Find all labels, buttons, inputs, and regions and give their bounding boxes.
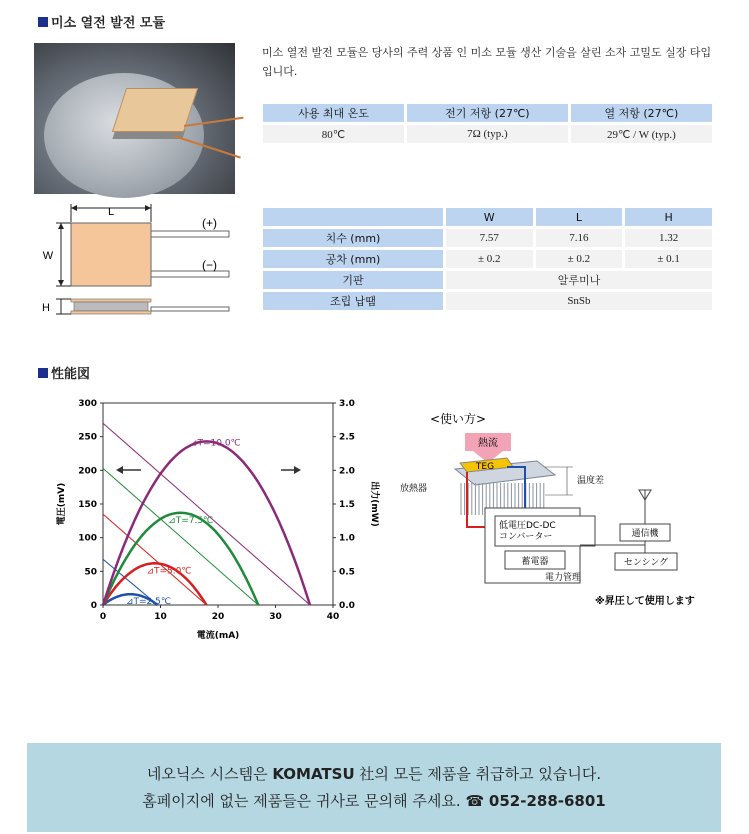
table-cell: ± 0.2	[446, 250, 533, 268]
module-top-view	[71, 223, 151, 286]
y-tick-label-right: 3.0	[339, 399, 355, 409]
footer-line-2: 홈페이지에 없는 제품들은 귀사로 문의해 주세요. ☎ 052-288-6801	[142, 792, 606, 810]
y-tick-label-right: 0.5	[339, 567, 355, 578]
series-label: ⊿T=10.0℃	[189, 438, 241, 449]
power-mgmt-label: 電力管理	[545, 573, 582, 583]
x-tick-label: 10	[154, 612, 167, 622]
teg-label: TEG	[475, 462, 495, 472]
table-cell: 80℃	[263, 125, 404, 143]
y-tick-label-right: 2.5	[339, 432, 355, 443]
row-label: 공차 (mm)	[263, 250, 443, 268]
label-h: H	[42, 302, 50, 314]
section-title: 미소 열전 발전 모듈	[38, 12, 165, 31]
radiator-label: 放熱器	[400, 484, 428, 494]
table-cell: 29℃ / W (typ.)	[571, 125, 712, 143]
x-tick-label: 20	[211, 612, 225, 622]
brand-name: KOMATSU	[272, 765, 355, 783]
x-tick-label: 0	[99, 612, 107, 622]
y-tick-label-left: 150	[78, 500, 97, 510]
arrow-icon	[58, 223, 64, 229]
table-cell: 알루미나	[446, 271, 712, 289]
y-tick-label-right: 1.0	[339, 533, 355, 544]
row-label: 치수 (mm)	[263, 229, 443, 247]
table-header: H	[625, 208, 712, 226]
x-tick-label: 40	[326, 612, 340, 622]
y-tick-label-left: 250	[78, 432, 97, 443]
table-header: 사용 최대 온도	[263, 104, 404, 122]
square-bullet-icon	[38, 368, 48, 378]
series-label: ⊿T=2.5℃	[125, 597, 171, 608]
heat-flow-label: 熱流	[478, 438, 498, 449]
square-bullet-icon	[38, 17, 48, 27]
table-cell: ± 0.2	[536, 250, 623, 268]
row-label: 기판	[263, 271, 443, 289]
y-axis-label-right: 出力(mW)	[369, 481, 379, 527]
label-l: L	[107, 206, 115, 218]
arrow-icon	[145, 205, 151, 211]
label-plus: (+)	[202, 216, 217, 230]
spec-table-2	[260, 205, 715, 313]
table-header: W	[446, 208, 533, 226]
lead-plus	[151, 231, 229, 237]
performance-chart	[56, 390, 379, 650]
module-side-bottom	[71, 311, 151, 314]
y-tick-label-left: 0	[90, 601, 97, 611]
table-cell: 7Ω (typ.)	[407, 125, 568, 143]
product-photo	[34, 43, 235, 194]
usage-note: ※昇圧して使用します	[595, 596, 695, 607]
lead-minus	[151, 271, 229, 277]
label-w: W	[42, 250, 54, 262]
spec-table-1	[260, 101, 715, 146]
table-header: 열 저항 (27℃)	[571, 104, 712, 122]
row-label: 조립 납땜	[263, 292, 443, 310]
module-side-mid	[74, 302, 148, 311]
y-tick-label-right: 0.0	[339, 601, 355, 611]
storage-label: 蓄電器	[521, 557, 549, 567]
y-tick-label-right: 1.5	[339, 500, 355, 510]
phone-icon: ☎	[465, 792, 485, 810]
sensing-label: センシング	[623, 558, 669, 568]
y-tick-label-left: 200	[78, 466, 97, 477]
series-label: ⊿T=7.5℃	[168, 515, 214, 526]
footer-line-1: 네오닉스 시스템은 KOMATSU 社의 모든 제품을 취급하고 있습니다.	[146, 765, 602, 783]
section-title: 性能図	[38, 363, 90, 382]
tempdiff-label: 温度差	[577, 476, 605, 486]
dimension-diagram	[34, 200, 234, 325]
table-cell: 7.16	[536, 229, 623, 247]
comm-label: 通信機	[631, 529, 659, 539]
arrow-icon	[71, 205, 77, 211]
table-cell: ± 0.1	[625, 250, 712, 268]
converter-label: 低電圧DC-DC コンバーター	[499, 521, 556, 542]
usage-title: <使い方>	[430, 412, 487, 426]
table-cell: 7.57	[446, 229, 533, 247]
table-header: L	[536, 208, 623, 226]
usage-diagram	[395, 405, 725, 620]
series-label: ⊿T=5.0℃	[146, 566, 192, 577]
description-text: 미소 열전 발전 모듈은 당사의 주력 상품 인 미소 모듈 생산 기술을 살린 소자 고밀도 실장 타입입니다.	[262, 46, 712, 78]
table-cell: SnSb	[446, 292, 712, 310]
label-minus: (−)	[202, 258, 217, 272]
y-tick-label-left: 100	[78, 533, 97, 544]
y-axis-label-left: 電圧(mV)	[57, 482, 67, 526]
table-header: 전기 저항 (27℃)	[407, 104, 568, 122]
arrow-icon	[58, 280, 64, 286]
y-tick-label-right: 2.0	[339, 466, 355, 477]
table-cell: 1.32	[625, 229, 712, 247]
module-side-top	[71, 299, 151, 302]
lead-side	[151, 307, 229, 311]
plot-area	[103, 403, 333, 608]
y-tick-label-left: 300	[78, 399, 97, 409]
y-tick-label-left: 50	[84, 567, 97, 578]
phone-number[interactable]: 052-288-6801	[488, 792, 606, 810]
x-axis-label: 電流(mA)	[196, 631, 240, 641]
x-tick-label: 30	[269, 612, 282, 622]
footer-banner	[27, 743, 721, 832]
table-header	[263, 208, 443, 226]
